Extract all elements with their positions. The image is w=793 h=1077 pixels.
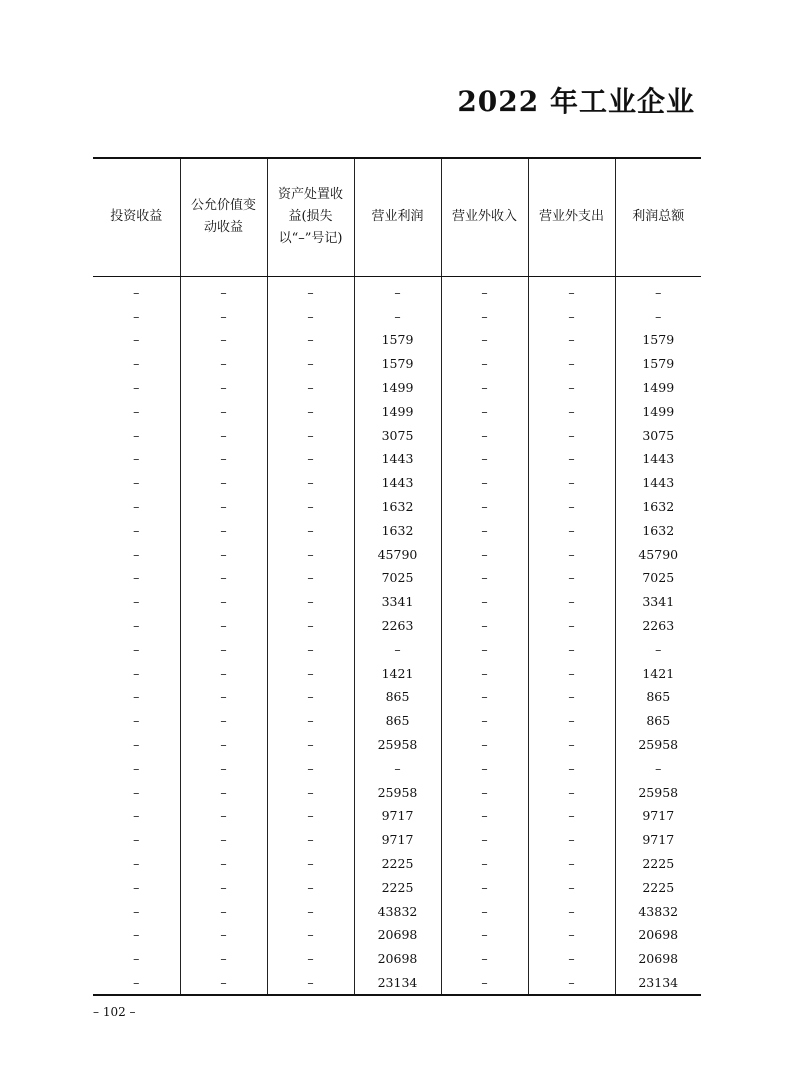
table-cell: – bbox=[133, 475, 140, 491]
table-cell: – bbox=[133, 927, 140, 943]
table-cell: – bbox=[180, 304, 267, 328]
table-row bbox=[93, 923, 701, 947]
table-cell: – bbox=[133, 713, 140, 729]
table-cell: – bbox=[267, 518, 354, 542]
table-cell: 1443 bbox=[354, 471, 441, 495]
table-cell: – bbox=[133, 332, 140, 348]
table-cell: – bbox=[133, 760, 140, 776]
table-cell: – bbox=[441, 780, 528, 804]
table-row bbox=[93, 637, 701, 661]
table-row bbox=[93, 399, 701, 423]
table-cell: – bbox=[354, 276, 441, 304]
table-header-row bbox=[93, 158, 701, 276]
table-cell: 1632 bbox=[615, 495, 701, 519]
table-cell: – bbox=[528, 923, 615, 947]
table-cell: – bbox=[133, 546, 140, 562]
table-row bbox=[93, 304, 701, 328]
table-cell: – bbox=[267, 875, 354, 899]
table-cell: – bbox=[133, 784, 140, 800]
table-cell: – bbox=[615, 756, 701, 780]
table-cell: – bbox=[528, 709, 615, 733]
table-cell: – bbox=[528, 518, 615, 542]
table-cell: 3341 bbox=[615, 590, 701, 614]
table-cell: 3075 bbox=[615, 423, 701, 447]
table-cell: – bbox=[441, 423, 528, 447]
table-cell: – bbox=[133, 356, 140, 372]
table-cell: – bbox=[180, 495, 267, 519]
table-cell: – bbox=[133, 641, 140, 657]
table-cell: – bbox=[267, 471, 354, 495]
table-cell: – bbox=[180, 828, 267, 852]
table-cell: – bbox=[528, 780, 615, 804]
table-cell: – bbox=[267, 304, 354, 328]
table-cell: – bbox=[267, 709, 354, 733]
table-cell: – bbox=[180, 709, 267, 733]
table-cell: 2263 bbox=[354, 614, 441, 638]
table-cell: – bbox=[441, 304, 528, 328]
table-row bbox=[93, 733, 701, 757]
table-cell: – bbox=[133, 903, 140, 919]
table-row bbox=[93, 518, 701, 542]
column-header-4: 营业利润 bbox=[354, 158, 441, 276]
table-cell: – bbox=[180, 614, 267, 638]
table-cell: 23134 bbox=[354, 971, 441, 996]
table-cell: – bbox=[528, 637, 615, 661]
table-cell: 20698 bbox=[354, 947, 441, 971]
table-cell: – bbox=[441, 756, 528, 780]
table-cell: – bbox=[133, 451, 140, 467]
table-cell: 1499 bbox=[354, 376, 441, 400]
table-cell: – bbox=[528, 276, 615, 304]
table-cell: – bbox=[528, 947, 615, 971]
table-row bbox=[93, 423, 701, 447]
table-row bbox=[93, 828, 701, 852]
table-cell: 9717 bbox=[615, 804, 701, 828]
table-cell: – bbox=[180, 352, 267, 376]
table-cell: – bbox=[180, 661, 267, 685]
table-row bbox=[93, 780, 701, 804]
table-cell: 865 bbox=[354, 709, 441, 733]
table-cell: – bbox=[180, 637, 267, 661]
table-cell: – bbox=[267, 733, 354, 757]
table-cell: 20698 bbox=[615, 947, 701, 971]
table-cell: – bbox=[267, 447, 354, 471]
table-cell: – bbox=[528, 447, 615, 471]
table-cell: – bbox=[267, 780, 354, 804]
table-cell: 45790 bbox=[354, 542, 441, 566]
table-row bbox=[93, 566, 701, 590]
table-cell: – bbox=[528, 733, 615, 757]
table-cell: – bbox=[133, 879, 140, 895]
table-cell: – bbox=[528, 804, 615, 828]
table-cell: – bbox=[133, 856, 140, 872]
table-cell: 865 bbox=[354, 685, 441, 709]
table-cell: – bbox=[441, 709, 528, 733]
table-cell: – bbox=[441, 542, 528, 566]
table-cell: 25958 bbox=[354, 780, 441, 804]
table-cell: – bbox=[180, 376, 267, 400]
table-cell: 1499 bbox=[354, 399, 441, 423]
table-cell: 2225 bbox=[615, 875, 701, 899]
table-cell: – bbox=[441, 661, 528, 685]
table-cell: – bbox=[615, 637, 701, 661]
table-cell: – bbox=[180, 447, 267, 471]
column-header-3: 资产处置收益(损失以“–”号记) bbox=[267, 158, 354, 276]
table-cell: – bbox=[441, 447, 528, 471]
table-cell: – bbox=[180, 328, 267, 352]
table-row bbox=[93, 756, 701, 780]
table-row bbox=[93, 685, 701, 709]
table-cell: – bbox=[180, 276, 267, 304]
table-row bbox=[93, 495, 701, 519]
table-cell: – bbox=[267, 328, 354, 352]
table-cell: – bbox=[441, 947, 528, 971]
table-cell: – bbox=[354, 756, 441, 780]
table-cell: 20698 bbox=[354, 923, 441, 947]
table-cell: – bbox=[267, 852, 354, 876]
table-cell: – bbox=[441, 804, 528, 828]
table-cell: – bbox=[528, 566, 615, 590]
table-cell: 7025 bbox=[354, 566, 441, 590]
table-cell: – bbox=[133, 570, 140, 586]
table-cell: – bbox=[267, 947, 354, 971]
table-cell: 45790 bbox=[615, 542, 701, 566]
table-cell: – bbox=[441, 566, 528, 590]
table-cell: – bbox=[528, 304, 615, 328]
page-number: – 102 – bbox=[93, 1005, 136, 1019]
table-cell: – bbox=[267, 566, 354, 590]
table-cell: – bbox=[133, 380, 140, 396]
table-cell: – bbox=[133, 665, 140, 681]
table-cell: 9717 bbox=[615, 828, 701, 852]
table-row bbox=[93, 542, 701, 566]
table-row bbox=[93, 471, 701, 495]
table-cell: – bbox=[133, 427, 140, 443]
table-cell: 1499 bbox=[615, 376, 701, 400]
table-cell: – bbox=[528, 590, 615, 614]
table-cell: – bbox=[133, 737, 140, 753]
table-cell: 20698 bbox=[615, 923, 701, 947]
table-cell: – bbox=[267, 590, 354, 614]
table-cell: 9717 bbox=[354, 828, 441, 852]
table-cell: – bbox=[528, 328, 615, 352]
table-cell: – bbox=[441, 733, 528, 757]
data-table-container bbox=[93, 157, 701, 996]
table-cell: – bbox=[528, 352, 615, 376]
table-cell: – bbox=[441, 685, 528, 709]
table-cell: – bbox=[441, 376, 528, 400]
table-body bbox=[93, 276, 701, 995]
table-cell: 23134 bbox=[615, 971, 701, 996]
table-cell: – bbox=[180, 566, 267, 590]
table-header bbox=[93, 158, 701, 276]
table-cell: 1499 bbox=[615, 399, 701, 423]
table-row bbox=[93, 804, 701, 828]
table-cell: 25958 bbox=[615, 780, 701, 804]
table-cell: – bbox=[528, 614, 615, 638]
table-cell: – bbox=[180, 399, 267, 423]
table-cell: 25958 bbox=[615, 733, 701, 757]
table-cell: – bbox=[133, 594, 140, 610]
table-cell: – bbox=[180, 899, 267, 923]
table-cell: 2225 bbox=[354, 852, 441, 876]
table-cell: – bbox=[267, 971, 354, 996]
table-cell: – bbox=[180, 590, 267, 614]
table-row bbox=[93, 352, 701, 376]
column-header-2: 公允价值变动收益 bbox=[180, 158, 267, 276]
table-row bbox=[93, 852, 701, 876]
table-cell: – bbox=[93, 971, 180, 996]
table-cell: – bbox=[267, 495, 354, 519]
table-cell: – bbox=[528, 852, 615, 876]
table-cell: – bbox=[528, 685, 615, 709]
table-cell: 2263 bbox=[615, 614, 701, 638]
table-cell: – bbox=[267, 637, 354, 661]
table-row bbox=[93, 376, 701, 400]
table-row bbox=[93, 276, 701, 304]
table-row bbox=[93, 328, 701, 352]
table-cell: – bbox=[441, 352, 528, 376]
table-cell: 25958 bbox=[354, 733, 441, 757]
table-row bbox=[93, 947, 701, 971]
table-cell: – bbox=[267, 376, 354, 400]
table-cell: – bbox=[267, 614, 354, 638]
table-row bbox=[93, 971, 701, 996]
table-cell: – bbox=[133, 808, 140, 824]
column-header-1: 投资收益 bbox=[93, 158, 180, 276]
table-cell: – bbox=[133, 832, 140, 848]
table-cell: 7025 bbox=[615, 566, 701, 590]
table-cell: – bbox=[180, 756, 267, 780]
table-cell: – bbox=[528, 376, 615, 400]
table-cell: – bbox=[133, 403, 140, 419]
table-cell: 9717 bbox=[354, 804, 441, 828]
data-table bbox=[93, 157, 701, 996]
table-cell: – bbox=[180, 852, 267, 876]
table-cell: 1443 bbox=[615, 471, 701, 495]
table-cell: – bbox=[133, 951, 140, 967]
table-cell: – bbox=[441, 518, 528, 542]
table-cell: 1579 bbox=[615, 352, 701, 376]
table-row bbox=[93, 899, 701, 923]
table-row bbox=[93, 614, 701, 638]
table-cell: 865 bbox=[615, 709, 701, 733]
table-cell: – bbox=[615, 304, 701, 328]
table-cell: – bbox=[267, 685, 354, 709]
table-cell: 2225 bbox=[615, 852, 701, 876]
table-row bbox=[93, 661, 701, 685]
table-cell: – bbox=[528, 971, 615, 996]
table-cell: 1579 bbox=[354, 352, 441, 376]
table-cell: – bbox=[441, 276, 528, 304]
table-cell: – bbox=[267, 399, 354, 423]
table-cell: – bbox=[528, 756, 615, 780]
table-cell: – bbox=[267, 423, 354, 447]
table-cell: – bbox=[441, 971, 528, 996]
table-cell: – bbox=[528, 399, 615, 423]
table-cell: – bbox=[528, 495, 615, 519]
table-row bbox=[93, 590, 701, 614]
table-cell: – bbox=[180, 542, 267, 566]
table-row bbox=[93, 447, 701, 471]
table-row bbox=[93, 709, 701, 733]
table-cell: – bbox=[180, 875, 267, 899]
table-cell: – bbox=[267, 661, 354, 685]
table-cell: – bbox=[267, 923, 354, 947]
table-cell: 1443 bbox=[354, 447, 441, 471]
table-cell: – bbox=[133, 689, 140, 705]
table-cell: – bbox=[441, 637, 528, 661]
table-cell: 3075 bbox=[354, 423, 441, 447]
table-cell: – bbox=[528, 899, 615, 923]
table-cell: – bbox=[528, 875, 615, 899]
table-cell: – bbox=[180, 471, 267, 495]
table-cell: 1579 bbox=[354, 328, 441, 352]
table-cell: – bbox=[528, 471, 615, 495]
table-cell: 2225 bbox=[354, 875, 441, 899]
page-title: 2022 年工业企业 bbox=[457, 85, 695, 118]
table-cell: – bbox=[180, 518, 267, 542]
table-cell: – bbox=[180, 685, 267, 709]
table-cell: – bbox=[441, 471, 528, 495]
table-cell: – bbox=[133, 308, 140, 324]
table-cell: – bbox=[441, 614, 528, 638]
column-header-7: 利润总额 bbox=[615, 158, 701, 276]
table-cell: – bbox=[441, 875, 528, 899]
table-cell: – bbox=[615, 276, 701, 304]
table-cell: – bbox=[180, 780, 267, 804]
table-row bbox=[93, 875, 701, 899]
table-cell: – bbox=[267, 899, 354, 923]
table-cell: – bbox=[441, 899, 528, 923]
table-cell: 1579 bbox=[615, 328, 701, 352]
table-cell: – bbox=[267, 804, 354, 828]
table-cell: 1421 bbox=[354, 661, 441, 685]
table-cell: 43832 bbox=[615, 899, 701, 923]
table-cell: 43832 bbox=[354, 899, 441, 923]
table-cell: – bbox=[180, 423, 267, 447]
table-cell: – bbox=[528, 661, 615, 685]
table-cell: – bbox=[354, 304, 441, 328]
table-cell: – bbox=[441, 828, 528, 852]
table-cell: – bbox=[267, 352, 354, 376]
table-cell: – bbox=[354, 637, 441, 661]
table-cell: – bbox=[133, 284, 140, 300]
table-cell: – bbox=[267, 756, 354, 780]
table-cell: – bbox=[441, 923, 528, 947]
table-cell: – bbox=[441, 399, 528, 423]
column-header-5: 营业外收入 bbox=[441, 158, 528, 276]
table-cell: – bbox=[528, 542, 615, 566]
table-cell: – bbox=[441, 590, 528, 614]
table-cell: – bbox=[133, 499, 140, 515]
table-cell: – bbox=[441, 328, 528, 352]
table-cell: 1421 bbox=[615, 661, 701, 685]
table-cell: 865 bbox=[615, 685, 701, 709]
table-cell: 1632 bbox=[354, 495, 441, 519]
table-cell: 1632 bbox=[354, 518, 441, 542]
table-cell: – bbox=[267, 276, 354, 304]
table-cell: – bbox=[180, 733, 267, 757]
table-cell: – bbox=[441, 852, 528, 876]
table-cell: – bbox=[133, 522, 140, 538]
column-header-6: 营业外支出 bbox=[528, 158, 615, 276]
table-cell: – bbox=[267, 542, 354, 566]
table-cell: 1632 bbox=[615, 518, 701, 542]
table-cell: – bbox=[180, 971, 267, 996]
table-cell: – bbox=[267, 828, 354, 852]
table-cell: 1443 bbox=[615, 447, 701, 471]
table-cell: – bbox=[180, 804, 267, 828]
table-cell: – bbox=[441, 495, 528, 519]
table-cell: – bbox=[133, 618, 140, 634]
table-cell: – bbox=[180, 947, 267, 971]
table-cell: 3341 bbox=[354, 590, 441, 614]
table-cell: – bbox=[528, 423, 615, 447]
table-cell: – bbox=[528, 828, 615, 852]
table-cell: – bbox=[180, 923, 267, 947]
